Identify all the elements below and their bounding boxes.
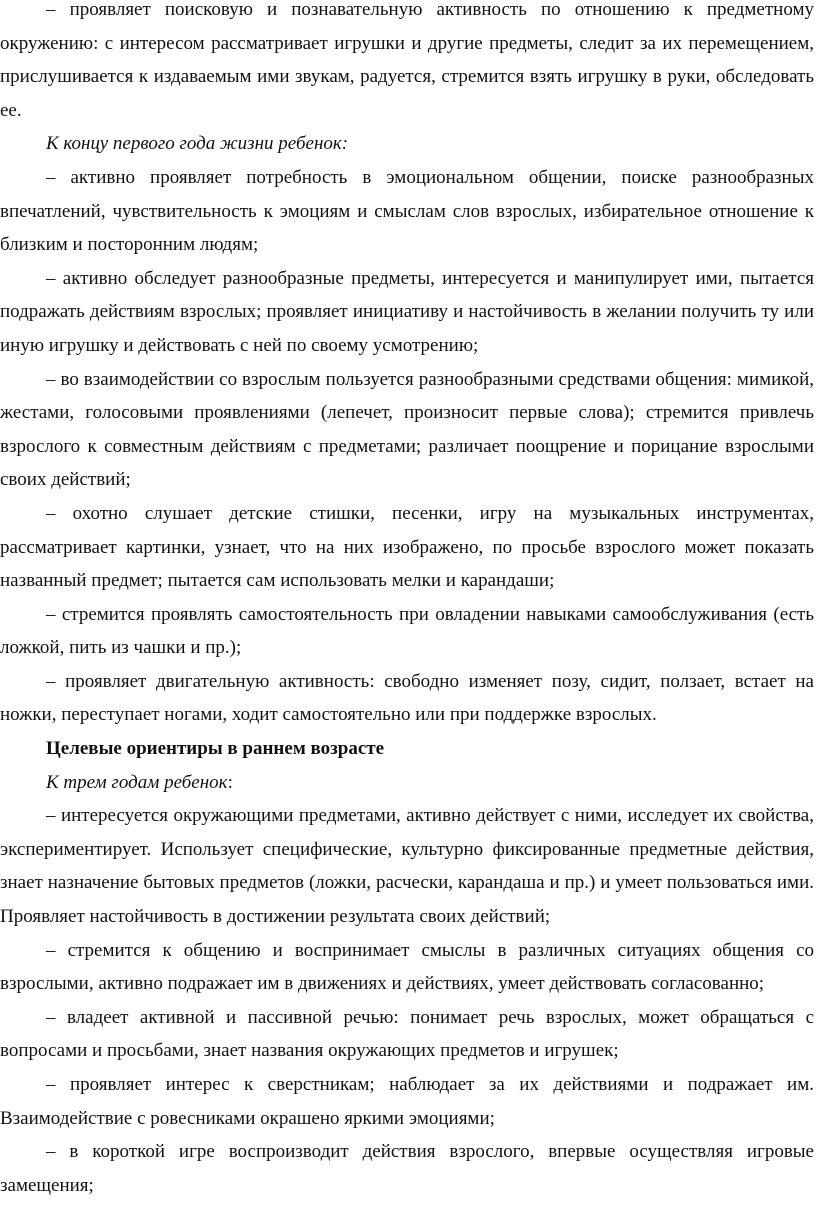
paragraph-exploration: – проявляет поисковую и познавательную активность по отношению к предметному окружению: с интересом рассматривает игрушки и другие предметы, следит за их перемещением, прислушивается к издаваемым ими звукам, радуется, стремится взять игрушку в руки, обследовать ее. xyxy=(0,0,814,121)
subheading-by-three-years xyxy=(0,766,814,800)
paragraph-listens-to-rhymes: – охотно слушает детские стишки, песенки, игру на музыкальных инструментах, рассматривает картинки, узнает, что на них изображено, по просьбе взрослого может показать названный предмет; пытается сам использовать мелки и карандаши; xyxy=(0,502,814,592)
subheading-by-three-years-text: К трем годам ребенок xyxy=(46,771,228,793)
paragraph-interaction-with-adult: – во взаимодействии со взрослым пользуется разнообразными средствами общения: мимикой, жестами, голосовыми проявлениями (лепечет, произносит первые слова); стремится привлечь взрослого к совместным действиям с предметами; различает поощрение и порицание взрослыми своих действий; xyxy=(0,368,814,491)
paragraph-interest-in-peers: – проявляет интерес к сверстникам; наблюдает за их действиями и подражает им. Взаимодействие с ровесниками окрашено яркими эмоциями; xyxy=(0,1074,814,1129)
paragraph-motor-activity: – проявляет двигательную активность: свободно изменяет позу, сидит, ползает, встает на ножки, переступает ногами, ходит самостоятельно или при поддержке взрослых. xyxy=(0,670,814,726)
subheading-colon: : xyxy=(227,771,233,793)
paragraph-short-play: – в короткой игре воспроизводит действия взрослого, впервые осуществляя игровые замещения; xyxy=(0,1141,814,1196)
paragraph-active-passive-speech: – владеет активной и пассивной речью: понимает речь взрослых, может обращаться с вопросами и просьбами, знает названия окружающих предметов и игрушек; xyxy=(0,1006,814,1062)
paragraph-emotional-communication: – активно проявляет потребность в эмоциональном общении, поиске разнообразных впечатлений, чувствительность к эмоциям и смыслам слов взрослых, избирательное отношение к близким и посторонним людям; xyxy=(0,166,814,256)
section-heading-early-age-targets: Целевые ориентиры в раннем возрасте xyxy=(46,738,385,760)
paragraph-strives-to-communicate: – стремится к общению и воспринимает смыслы в различных ситуациях общения со взрослыми, активно подражает им в движениях и действиях, умеет действовать согласованно; xyxy=(0,939,814,995)
paragraph-interested-in-objects: – интересуется окружающими предметами, активно действует с ними, исследует их свойства, экспериментирует. Использует специфические, культурно фиксированные предметные действия, знает назначение бытовых предметов (ложки, расчески, карандаша и пр.) и умеет пользоваться ими. Проявляет настойчивость в достижении результата своих действий; xyxy=(0,805,814,928)
paragraph-examines-objects: – активно обследует разнообразные предметы, интересуется и манипулирует ими, пытается подражать действиям взрослых; проявляет инициативу и настойчивость в желании получить ту или иную игрушку и действовать с ней по своему усмотрению; xyxy=(0,267,814,356)
subheading-end-of-first-year: К концу первого года жизни ребенок: xyxy=(46,133,349,155)
paragraph-self-service: – стремится проявлять самостоятельность при овладении навыками самообслуживания (есть ложкой, пить из чашки и пр.); xyxy=(0,603,814,659)
